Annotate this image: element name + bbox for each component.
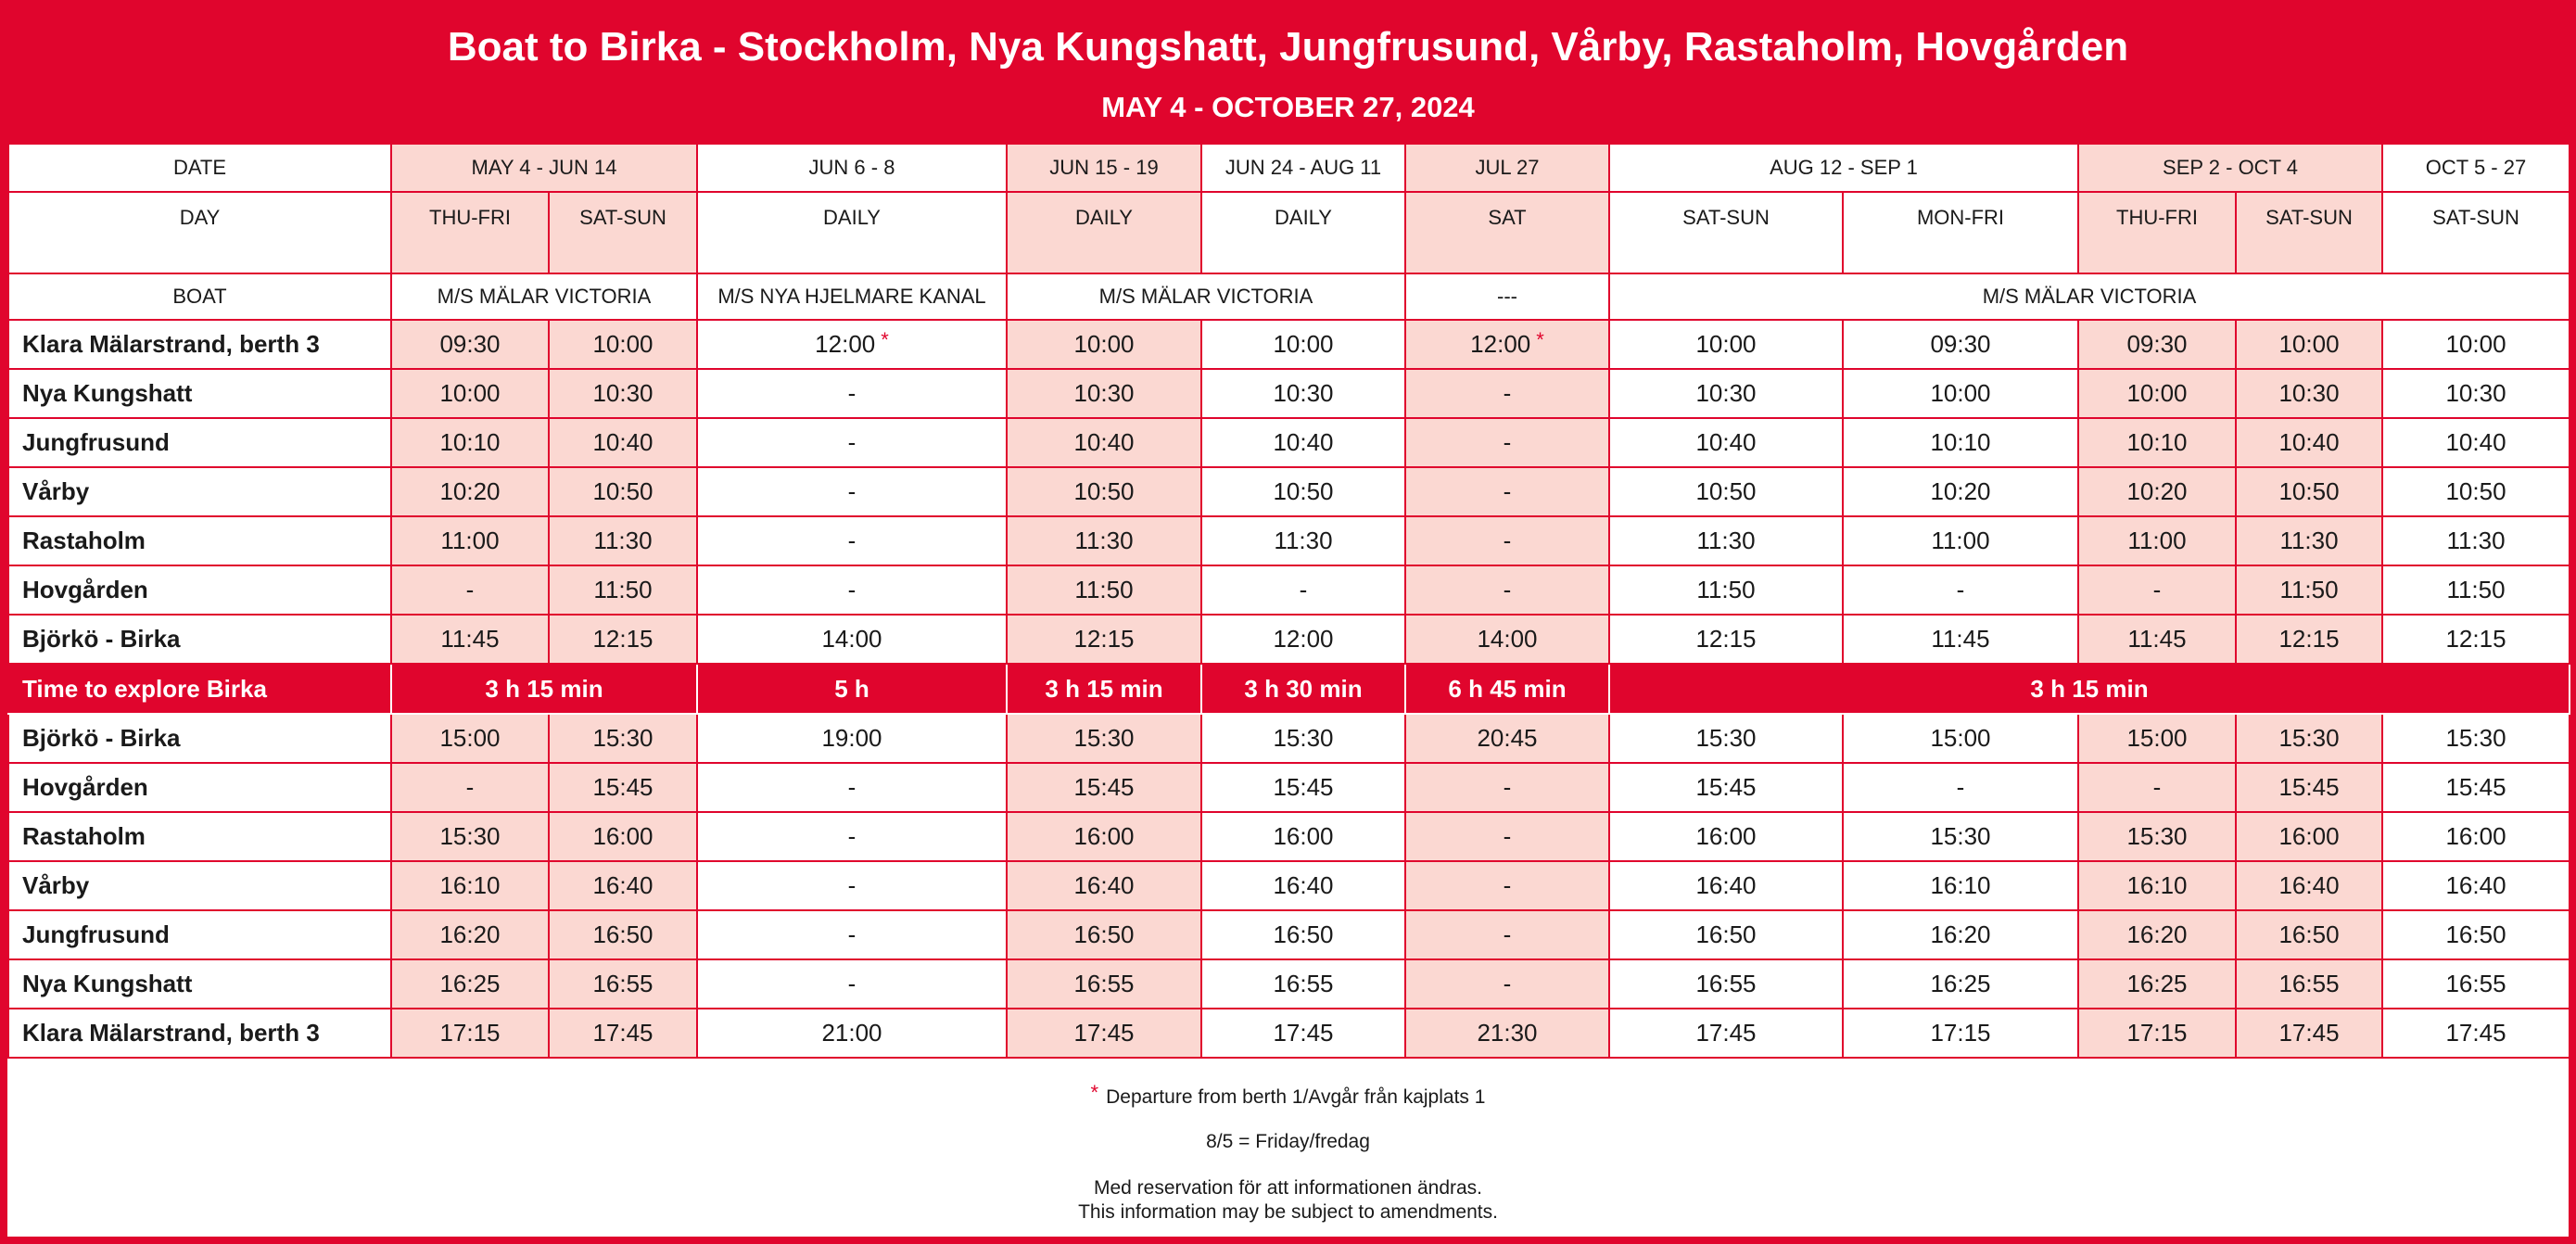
departure-time: - (1405, 763, 1609, 812)
stop-name: Vårby (8, 861, 391, 910)
departure-time: - (697, 369, 1007, 418)
departure-time: 15:45 (2382, 763, 2570, 812)
departure-time: 16:00 (549, 812, 697, 861)
disclaimer-en: This information may be subject to amendments. (1078, 1201, 1498, 1223)
departure-time: 19:00 (697, 714, 1007, 763)
departure-time: - (2078, 565, 2236, 615)
departure-time: 10:40 (2236, 418, 2382, 467)
departure-time: 11:30 (549, 516, 697, 565)
date-header: MAY 4 - JUN 14 (391, 144, 697, 192)
departure-time: - (1405, 467, 1609, 516)
departure-time: 11:45 (2078, 615, 2236, 664)
departure-time: 16:40 (2236, 861, 2382, 910)
departure-time: 17:15 (1843, 1009, 2078, 1058)
departure-time: 16:40 (1201, 861, 1405, 910)
departure-time: 20:45 (1405, 714, 1609, 763)
stop-row (8, 861, 2570, 910)
departure-time (1405, 320, 1609, 369)
stop-row (8, 467, 2570, 516)
departure-time: 17:45 (1609, 1009, 1843, 1058)
departure-time: 16:50 (549, 910, 697, 959)
departure-time: 14:00 (697, 615, 1007, 664)
stop-name: Nya Kungshatt (8, 959, 391, 1009)
boat-name: M/S MÄLAR VICTORIA (1609, 273, 2570, 320)
departure-time: 15:00 (1843, 714, 2078, 763)
departure-time: 09:30 (391, 320, 549, 369)
departure-time: 16:55 (2382, 959, 2570, 1009)
departure-time: 10:30 (1201, 369, 1405, 418)
departure-time: 17:45 (2236, 1009, 2382, 1058)
departure-time: 16:40 (1007, 861, 1201, 910)
schedule-table (7, 143, 2570, 1059)
departure-time: 11:50 (2382, 565, 2570, 615)
day-header: SAT-SUN (1609, 192, 1843, 273)
departure-time: 12:00 (1201, 615, 1405, 664)
departure-time: - (1405, 861, 1609, 910)
departure-time: 10:20 (391, 467, 549, 516)
date-header: AUG 12 - SEP 1 (1609, 144, 2078, 192)
departure-time: 15:45 (1609, 763, 1843, 812)
departure-time: 16:40 (549, 861, 697, 910)
boat-name: M/S NYA HJELMARE KANAL (697, 273, 1007, 320)
timetable-header (7, 7, 2569, 143)
day-label: DAY (8, 192, 391, 273)
departure-time: 10:30 (549, 369, 697, 418)
explore-duration: 6 h 45 min (1405, 664, 1609, 714)
boat-name: M/S MÄLAR VICTORIA (391, 273, 697, 320)
departure-time: 10:00 (391, 369, 549, 418)
departure-time: 16:20 (391, 910, 549, 959)
departure-time: 15:30 (2382, 714, 2570, 763)
departure-time: 16:00 (1609, 812, 1843, 861)
departure-time: 11:00 (391, 516, 549, 565)
departure-time: 16:50 (1007, 910, 1201, 959)
boat-label: BOAT (8, 273, 391, 320)
stop-row (8, 910, 2570, 959)
departure-time: 10:50 (549, 467, 697, 516)
departure-time: - (1405, 959, 1609, 1009)
departure-time: - (1405, 369, 1609, 418)
departure-time: 16:55 (1201, 959, 1405, 1009)
explore-label: Time to explore Birka (8, 664, 391, 714)
departure-time: 11:30 (1201, 516, 1405, 565)
stop-name: Klara Mälarstrand, berth 3 (8, 1009, 391, 1058)
departure-time: 10:40 (2382, 418, 2570, 467)
departure-time: 11:00 (2078, 516, 2236, 565)
asterisk-marker: * (881, 328, 889, 351)
departure-time: 11:30 (1609, 516, 1843, 565)
departure-time: - (697, 812, 1007, 861)
departure-time: 15:30 (1007, 714, 1201, 763)
stop-row (8, 565, 2570, 615)
departure-time: 17:45 (2382, 1009, 2570, 1058)
departure-time: 17:45 (1007, 1009, 1201, 1058)
departure-time: 16:20 (2078, 910, 2236, 959)
boat-name: --- (1405, 273, 1609, 320)
departure-time: 16:20 (1843, 910, 2078, 959)
departure-time: 10:00 (1201, 320, 1405, 369)
departure-time: 10:20 (2078, 467, 2236, 516)
stop-row (8, 959, 2570, 1009)
departure-time: 12:15 (2236, 615, 2382, 664)
stop-row (8, 418, 2570, 467)
departure-time: - (697, 565, 1007, 615)
stop-row (8, 714, 2570, 763)
departure-time: 16:00 (1201, 812, 1405, 861)
explore-duration: 5 h (697, 664, 1007, 714)
departure-time: - (697, 516, 1007, 565)
date-note: 8/5 = Friday/fredag (1206, 1131, 1370, 1152)
departure-time: 15:30 (549, 714, 697, 763)
departure-time: 11:50 (549, 565, 697, 615)
departure-time: - (697, 467, 1007, 516)
explore-row (8, 664, 2570, 714)
departure-time: 16:55 (1609, 959, 1843, 1009)
departure-time: 17:15 (391, 1009, 549, 1058)
departure-time: 16:50 (2382, 910, 2570, 959)
departure-time: - (697, 861, 1007, 910)
stop-row (8, 812, 2570, 861)
stop-row (8, 1009, 2570, 1058)
day-row (8, 192, 2570, 273)
time-value: 12:00 (1470, 330, 1531, 358)
date-header: SEP 2 - OCT 4 (2078, 144, 2382, 192)
departure-time: 10:10 (391, 418, 549, 467)
date-row (8, 144, 2570, 192)
departure-time: 15:45 (1007, 763, 1201, 812)
departure-time: 10:40 (549, 418, 697, 467)
departure-time: 16:50 (1201, 910, 1405, 959)
departure-time: - (391, 565, 549, 615)
boat-name: M/S MÄLAR VICTORIA (1007, 273, 1405, 320)
stop-name: Vårby (8, 467, 391, 516)
disclaimer-sv: Med reservation för att informationen ändras. (1093, 1177, 1483, 1199)
departure-time: 10:50 (1007, 467, 1201, 516)
date-header: JUN 6 - 8 (697, 144, 1007, 192)
departure-time: - (1405, 418, 1609, 467)
departure-time: 17:45 (1201, 1009, 1405, 1058)
departure-time: 16:50 (1609, 910, 1843, 959)
explore-duration: 3 h 30 min (1201, 664, 1405, 714)
departure-time: 10:30 (2382, 369, 2570, 418)
day-header: SAT-SUN (2382, 192, 2570, 273)
departure-time: - (697, 763, 1007, 812)
explore-duration: 3 h 15 min (1007, 664, 1201, 714)
departure-time: - (391, 763, 549, 812)
explore-duration: 3 h 15 min (1609, 664, 2570, 714)
day-header: SAT (1405, 192, 1609, 273)
stop-name: Nya Kungshatt (8, 369, 391, 418)
departure-time: 16:10 (1843, 861, 2078, 910)
departure-time: 15:30 (1201, 714, 1405, 763)
departure-time: 10:50 (1609, 467, 1843, 516)
date-header: JUN 24 - AUG 11 (1201, 144, 1405, 192)
departure-time: 16:00 (2236, 812, 2382, 861)
departure-time: 10:50 (1201, 467, 1405, 516)
departure-time: 16:25 (391, 959, 549, 1009)
stop-row (8, 615, 2570, 664)
stop-name: Björkö - Birka (8, 714, 391, 763)
departure-time: 17:15 (2078, 1009, 2236, 1058)
departure-time: 12:15 (549, 615, 697, 664)
departure-time: 10:40 (1201, 418, 1405, 467)
departure-time: 11:45 (391, 615, 549, 664)
departure-time: 15:30 (1843, 812, 2078, 861)
asterisk-note-text: Departure from berth 1/Avgår från kajplats 1 (1106, 1086, 1486, 1108)
departure-time: 15:30 (391, 812, 549, 861)
departure-time: 09:30 (2078, 320, 2236, 369)
departure-time: 16:25 (2078, 959, 2236, 1009)
departure-time: 10:50 (2382, 467, 2570, 516)
day-header: SAT-SUN (2236, 192, 2382, 273)
departure-time: 15:00 (391, 714, 549, 763)
departure-time: 11:30 (1007, 516, 1201, 565)
departure-time: - (1405, 910, 1609, 959)
departure-time: 10:30 (1007, 369, 1201, 418)
stop-row (8, 369, 2570, 418)
time-value: 12:00 (815, 330, 876, 358)
departure-time: 12:15 (1609, 615, 1843, 664)
stop-name: Rastaholm (8, 812, 391, 861)
stop-name: Hovgården (8, 565, 391, 615)
date-header: JUN 15 - 19 (1007, 144, 1201, 192)
departure-time: 10:00 (1843, 369, 2078, 418)
departure-time: 16:00 (2382, 812, 2570, 861)
asterisk-marker: * (1536, 328, 1544, 351)
departure-time: 10:50 (2236, 467, 2382, 516)
departure-time: - (1843, 565, 2078, 615)
departure-time: 21:30 (1405, 1009, 1609, 1058)
stop-name: Hovgården (8, 763, 391, 812)
day-header: DAILY (1007, 192, 1201, 273)
departure-time: 10:10 (2078, 418, 2236, 467)
departure-time: 10:00 (1609, 320, 1843, 369)
date-header: JUL 27 (1405, 144, 1609, 192)
asterisk-note (7, 1081, 2569, 1109)
departure-time: 15:00 (2078, 714, 2236, 763)
departure-time: 11:00 (1843, 516, 2078, 565)
explore-duration: 3 h 15 min (391, 664, 697, 714)
departure-time: 16:55 (549, 959, 697, 1009)
departure-time: 16:10 (391, 861, 549, 910)
departure-time: 10:30 (2236, 369, 2382, 418)
departure-time: 11:50 (2236, 565, 2382, 615)
departure-time: 10:10 (1843, 418, 2078, 467)
departure-time: - (1405, 565, 1609, 615)
outbound-section (8, 320, 2570, 664)
departure-time: 10:40 (1007, 418, 1201, 467)
boat-row (8, 273, 2570, 320)
departure-time: 16:40 (1609, 861, 1843, 910)
season-subtitle: MAY 4 - OCTOBER 27, 2024 (1101, 91, 1475, 123)
departure-time: 15:30 (2078, 812, 2236, 861)
asterisk-marker: * (1090, 1081, 1099, 1104)
departure-time: 10:00 (549, 320, 697, 369)
departure-time: 16:00 (1007, 812, 1201, 861)
stop-row (8, 763, 2570, 812)
departure-time: 17:45 (549, 1009, 697, 1058)
departure-time: 10:40 (1609, 418, 1843, 467)
stop-name: Jungfrusund (8, 910, 391, 959)
departure-time: - (1201, 565, 1405, 615)
departure-time: 11:50 (1007, 565, 1201, 615)
stop-name: Björkö - Birka (8, 615, 391, 664)
departure-time: 10:20 (1843, 467, 2078, 516)
departure-time: 11:45 (1843, 615, 2078, 664)
stop-name: Rastaholm (8, 516, 391, 565)
departure-time: 15:45 (549, 763, 697, 812)
departure-time: 16:25 (1843, 959, 2078, 1009)
departure-time: 15:30 (2236, 714, 2382, 763)
stop-row (8, 320, 2570, 369)
departure-time: 10:00 (2078, 369, 2236, 418)
day-header: MON-FRI (1843, 192, 2078, 273)
departure-time: 16:55 (2236, 959, 2382, 1009)
departure-time: 16:50 (2236, 910, 2382, 959)
return-section (8, 714, 2570, 1058)
departure-time: 16:10 (2078, 861, 2236, 910)
departure-time: 15:45 (1201, 763, 1405, 812)
departure-time: 12:15 (2382, 615, 2570, 664)
departure-time: 14:00 (1405, 615, 1609, 664)
departure-time: - (697, 910, 1007, 959)
departure-time: - (697, 418, 1007, 467)
date-header: OCT 5 - 27 (2382, 144, 2570, 192)
departure-time: - (1405, 812, 1609, 861)
departure-time: 10:00 (2236, 320, 2382, 369)
departure-time (697, 320, 1007, 369)
day-header: THU-FRI (2078, 192, 2236, 273)
departure-time: 10:30 (1609, 369, 1843, 418)
departure-time: - (2078, 763, 2236, 812)
departure-time: 11:30 (2382, 516, 2570, 565)
departure-time: 15:30 (1609, 714, 1843, 763)
departure-time: 15:45 (2236, 763, 2382, 812)
departure-time: 12:15 (1007, 615, 1201, 664)
departure-time: 16:40 (2382, 861, 2570, 910)
departure-time: - (1405, 516, 1609, 565)
day-header: THU-FRI (391, 192, 549, 273)
departure-time: 09:30 (1843, 320, 2078, 369)
stop-name: Jungfrusund (8, 418, 391, 467)
stop-row (8, 516, 2570, 565)
departure-time: 11:50 (1609, 565, 1843, 615)
date-label: DATE (8, 144, 391, 192)
departure-time: 10:00 (1007, 320, 1201, 369)
departure-time: - (1843, 763, 2078, 812)
departure-time: 16:55 (1007, 959, 1201, 1009)
departure-time: 21:00 (697, 1009, 1007, 1058)
day-header: SAT-SUN (549, 192, 697, 273)
departure-time: 10:00 (2382, 320, 2570, 369)
day-header: DAILY (1201, 192, 1405, 273)
stop-name: Klara Mälarstrand, berth 3 (8, 320, 391, 369)
departure-time: - (697, 959, 1007, 1009)
departure-time: 11:30 (2236, 516, 2382, 565)
day-header: DAILY (697, 192, 1007, 273)
page-title: Boat to Birka - Stockholm, Nya Kungshatt, Jungfrusund, Vårby, Rastaholm, Hovgården (447, 24, 2129, 70)
